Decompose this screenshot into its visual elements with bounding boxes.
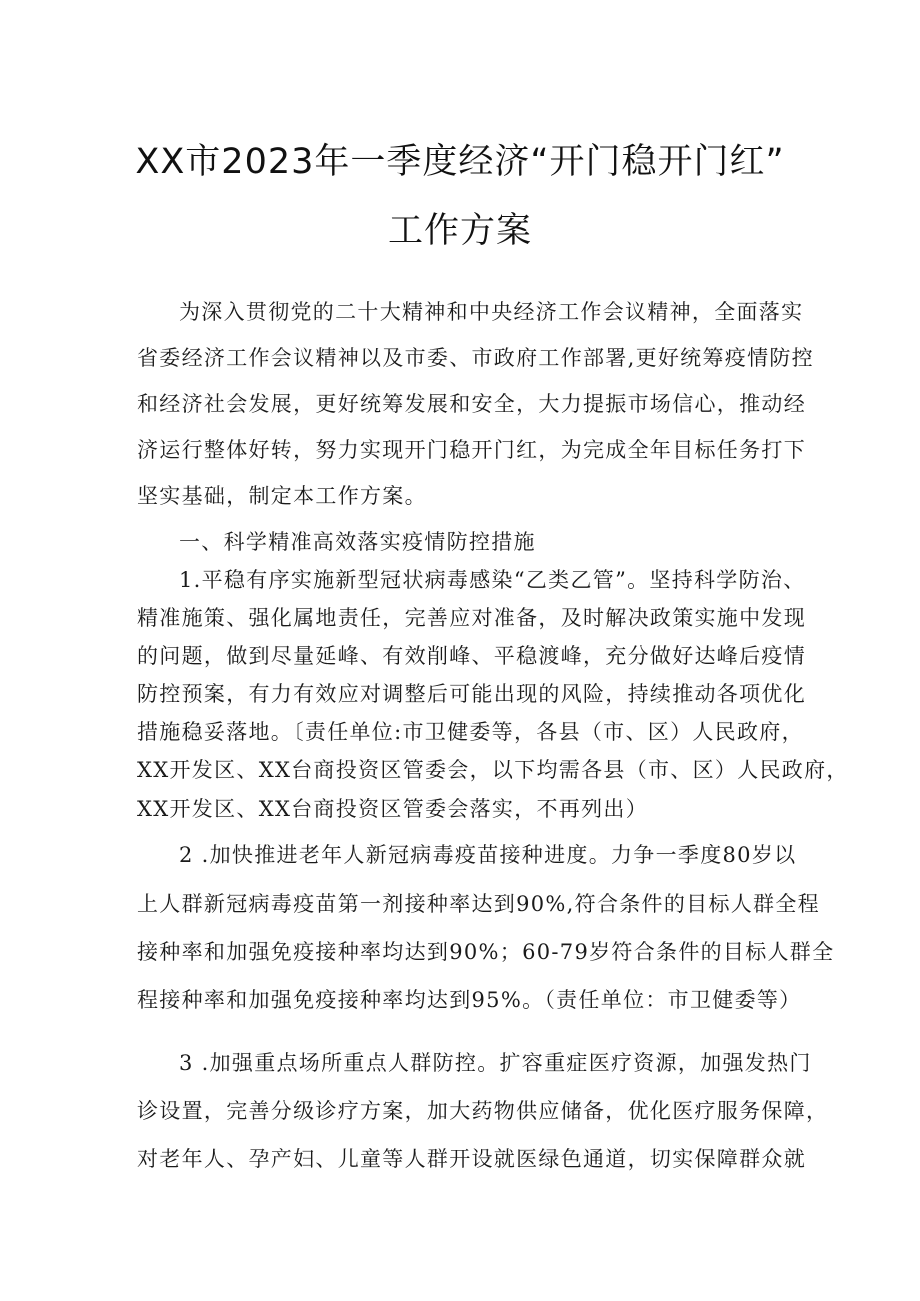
paragraph-line: 接种率和加强免疫接种率均达到90%；60-79岁符合条件的目标人群全 — [137, 940, 835, 964]
paragraph-line: 2 .加快推进老年人新冠病毒疫苗接种进度。力争一季度80岁以 — [179, 843, 797, 867]
paragraph-line: 济运行整体好转，努力实现开门稳开门红，为完成全年目标任务打下 — [137, 438, 806, 462]
paragraph-line: 和经济社会发展，更好统筹发展和安全，大力提振市场信心，推动经 — [137, 392, 806, 416]
paragraph-line: XX开发区、XX台商投资区管委会落实，不再列出） — [137, 797, 648, 821]
paragraph-line: 诊设置，完善分级诊疗方案，加大药物供应储备，优化医疗服务保障， — [137, 1099, 829, 1123]
paragraph-line: 对老年人、孕产妇、儿童等人群开设就医绿色通道，切实保障群众就 — [137, 1147, 806, 1171]
paragraph-line: 精准施策、强化属地责任，完善应对准备，及时解决政策实施中发现 — [137, 606, 806, 630]
paragraph-line: 为深入贯彻党的二十大精神和中央经济工作会议精神，全面落实 — [179, 300, 804, 324]
paragraph-line: 3 .加强重点场所重点人群防控。扩容重症医疗资源，加强发热门 — [179, 1051, 812, 1075]
paragraph-line: 程接种率和加强免疫接种率均达到95%。（责任单位：市卫健委等） — [137, 988, 802, 1012]
document-title-line-1: XX市2023年一季度经济“开门稳开门红” — [135, 142, 785, 182]
paragraph-line: 防控预案，有力有效应对调整后可能出现的风险，持续推动各项优化 — [137, 682, 806, 706]
paragraph-line: 上人群新冠病毒疫苗第一剂接种率达到90%,符合条件的目标人群全程 — [137, 892, 820, 916]
paragraph-line: 措施稳妥落地。〔责任单位:市卫健委等，各县（市、区）人民政府， — [137, 720, 804, 744]
paragraph-line: 省委经济工作会议精神以及市委、市政府工作部署,更好统筹疫情防控 — [137, 346, 814, 370]
paragraph-line: 1.平稳有序实施新型冠状病毒感染“乙类乙管”。坚持科学防治、 — [179, 568, 806, 592]
paragraph-line: 坚实基础，制定本工作方案。 — [137, 484, 427, 508]
paragraph-line: 的问题，做到尽量延峰、有效削峰、平稳渡峰，充分做好达峰后疫情 — [137, 644, 806, 668]
section-heading: 一、科学精准高效落实疫情防控措施 — [179, 530, 536, 554]
paragraph-line: XX开发区、XX台商投资区管委会，以下均需各县（市、区）人民政府， — [137, 758, 849, 782]
document-title-line-2: 工作方案 — [387, 211, 532, 251]
